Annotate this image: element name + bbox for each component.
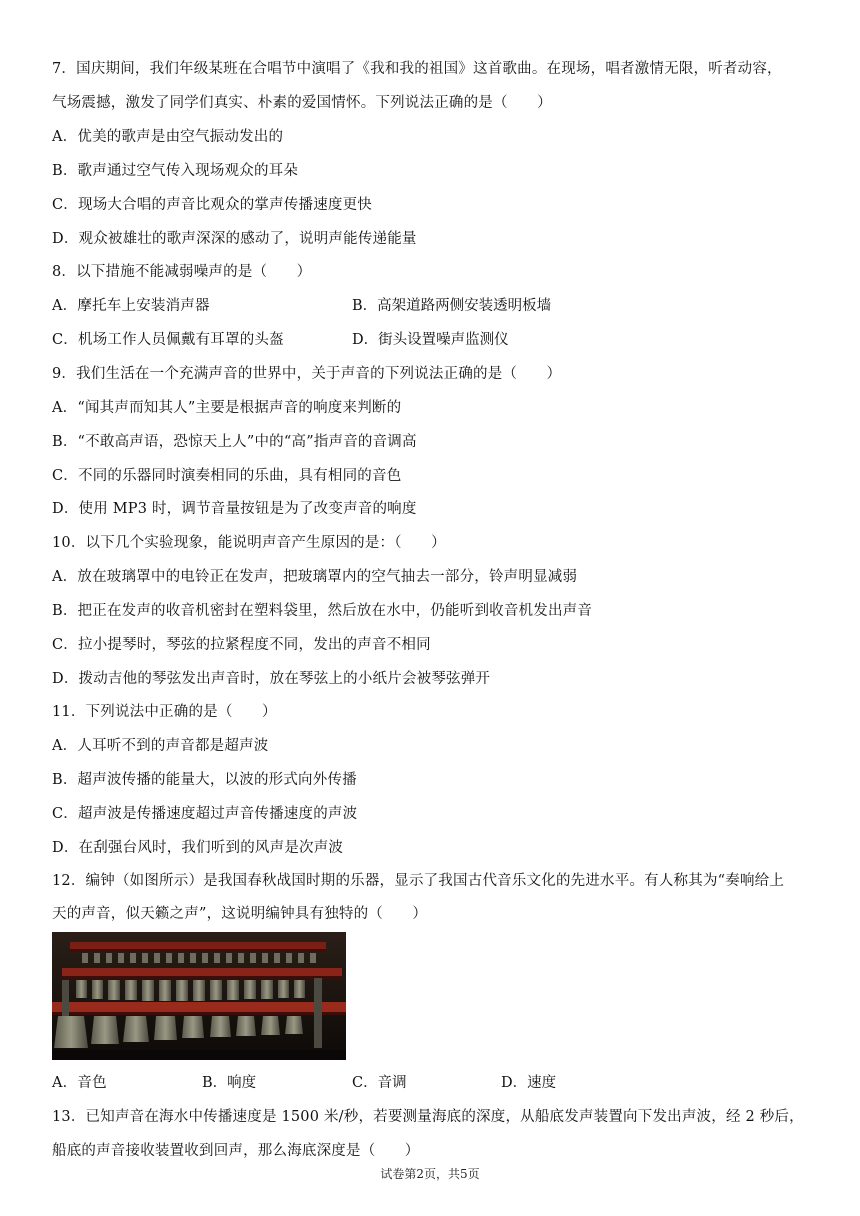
q12-stem-line2: 天的声音，似天籁之声”，这说明编钟具有独特的（ ） xyxy=(52,906,428,922)
q12-stem-line1: 12．编钟（如图所示）是我国春秋战国时期的乐器，显示了我国古代音乐文化的先进水平。有人称其为“奏响给上 xyxy=(52,873,785,889)
q11-option-a: A．人耳听不到的声音都是超声波 xyxy=(52,738,269,754)
q7-option-c: C．现场大合唱的声音比观众的掌声传播速度更快 xyxy=(52,197,372,213)
q10-option-a: A．放在玻璃罩中的电铃正在发声，把玻璃罩内的空气抽去一部分，铃声明显减弱 xyxy=(52,569,578,585)
q11-stem: 11．下列说法中正确的是（ ） xyxy=(52,704,277,720)
q8-option-a: A．摩托车上安装消声器 xyxy=(52,298,210,314)
q7-stem-line2: 气场震撼，激发了同学们真实、朴素的爱国情怀。下列说法正确的是（ ） xyxy=(52,95,552,111)
q10-stem: 10．以下几个实验现象，能说明声音产生原因的是：（ ） xyxy=(52,535,446,551)
q8-option-b: B．高架道路两侧安装透明板墙 xyxy=(352,298,552,314)
q13-stem-line1: 13．已知声音在海水中传播速度是 1500 米/秒，若要测量海底的深度，从船底发声装置向下发出声波，经 2 秒后， xyxy=(52,1109,804,1125)
bianzhong-bells-photo xyxy=(52,932,346,1060)
q9-option-c: C．不同的乐器同时演奏相同的乐曲，具有相同的音色 xyxy=(52,468,402,484)
q8-option-c: C．机场工作人员佩戴有耳罩的头盔 xyxy=(52,332,284,348)
q13-stem-line2: 船底的声音接收装置收到回声，那么海底深度是（ ） xyxy=(52,1143,420,1159)
q12-option-a: A．音色 xyxy=(52,1075,107,1091)
q9-option-d: D．使用 MP3 时，调节音量按钮是为了改变声音的响度 xyxy=(52,501,417,517)
q7-option-d: D．观众被雄壮的歌声深深的感动了，说明声能传递能量 xyxy=(52,231,417,247)
q11-option-d: D．在刮强台风时，我们听到的风声是次声波 xyxy=(52,840,344,856)
q7-option-a: A．优美的歌声是由空气振动发出的 xyxy=(52,129,284,145)
q12-option-b: B．响度 xyxy=(202,1075,257,1091)
q10-option-c: C．拉小提琴时，琴弦的拉紧程度不同，发出的声音不相同 xyxy=(52,637,431,653)
q9-option-b: B．“不敢高声语，恐惊天上人”中的“高”指声音的音调高 xyxy=(52,434,417,450)
q12-option-c: C．音调 xyxy=(352,1075,407,1091)
q9-stem: 9．我们生活在一个充满声音的世界中，关于声音的下列说法正确的是（ ） xyxy=(52,366,562,382)
q8-option-d: D．街头设置噪声监测仪 xyxy=(352,332,509,348)
q11-option-c: C．超声波是传播速度超过声音传播速度的声波 xyxy=(52,806,358,822)
q7-stem-line1: 7．国庆期间，我们年级某班在合唱节中演唱了《我和我的祖国》这首歌曲。在现场，唱者激情无限，听者动容， xyxy=(52,61,782,77)
q10-option-d: D．拨动吉他的琴弦发出声音时，放在琴弦上的小纸片会被琴弦弹开 xyxy=(52,671,491,687)
q10-option-b: B．把正在发声的收音机密封在塑料袋里，然后放在水中，仍能听到收音机发出声音 xyxy=(52,603,593,619)
page-footer: 试卷第2页，共5页 xyxy=(380,1167,480,1181)
q12-option-d: D．速度 xyxy=(501,1075,557,1091)
q11-option-b: B．超声波传播的能量大，以波的形式向外传播 xyxy=(52,772,357,788)
q7-option-b: B．歌声通过空气传入现场观众的耳朵 xyxy=(52,163,299,179)
q9-option-a: A．“闻其声而知其人”主要是根据声音的响度来判断的 xyxy=(52,400,402,416)
q8-stem: 8．以下措施不能减弱噪声的是（ ） xyxy=(52,264,312,280)
